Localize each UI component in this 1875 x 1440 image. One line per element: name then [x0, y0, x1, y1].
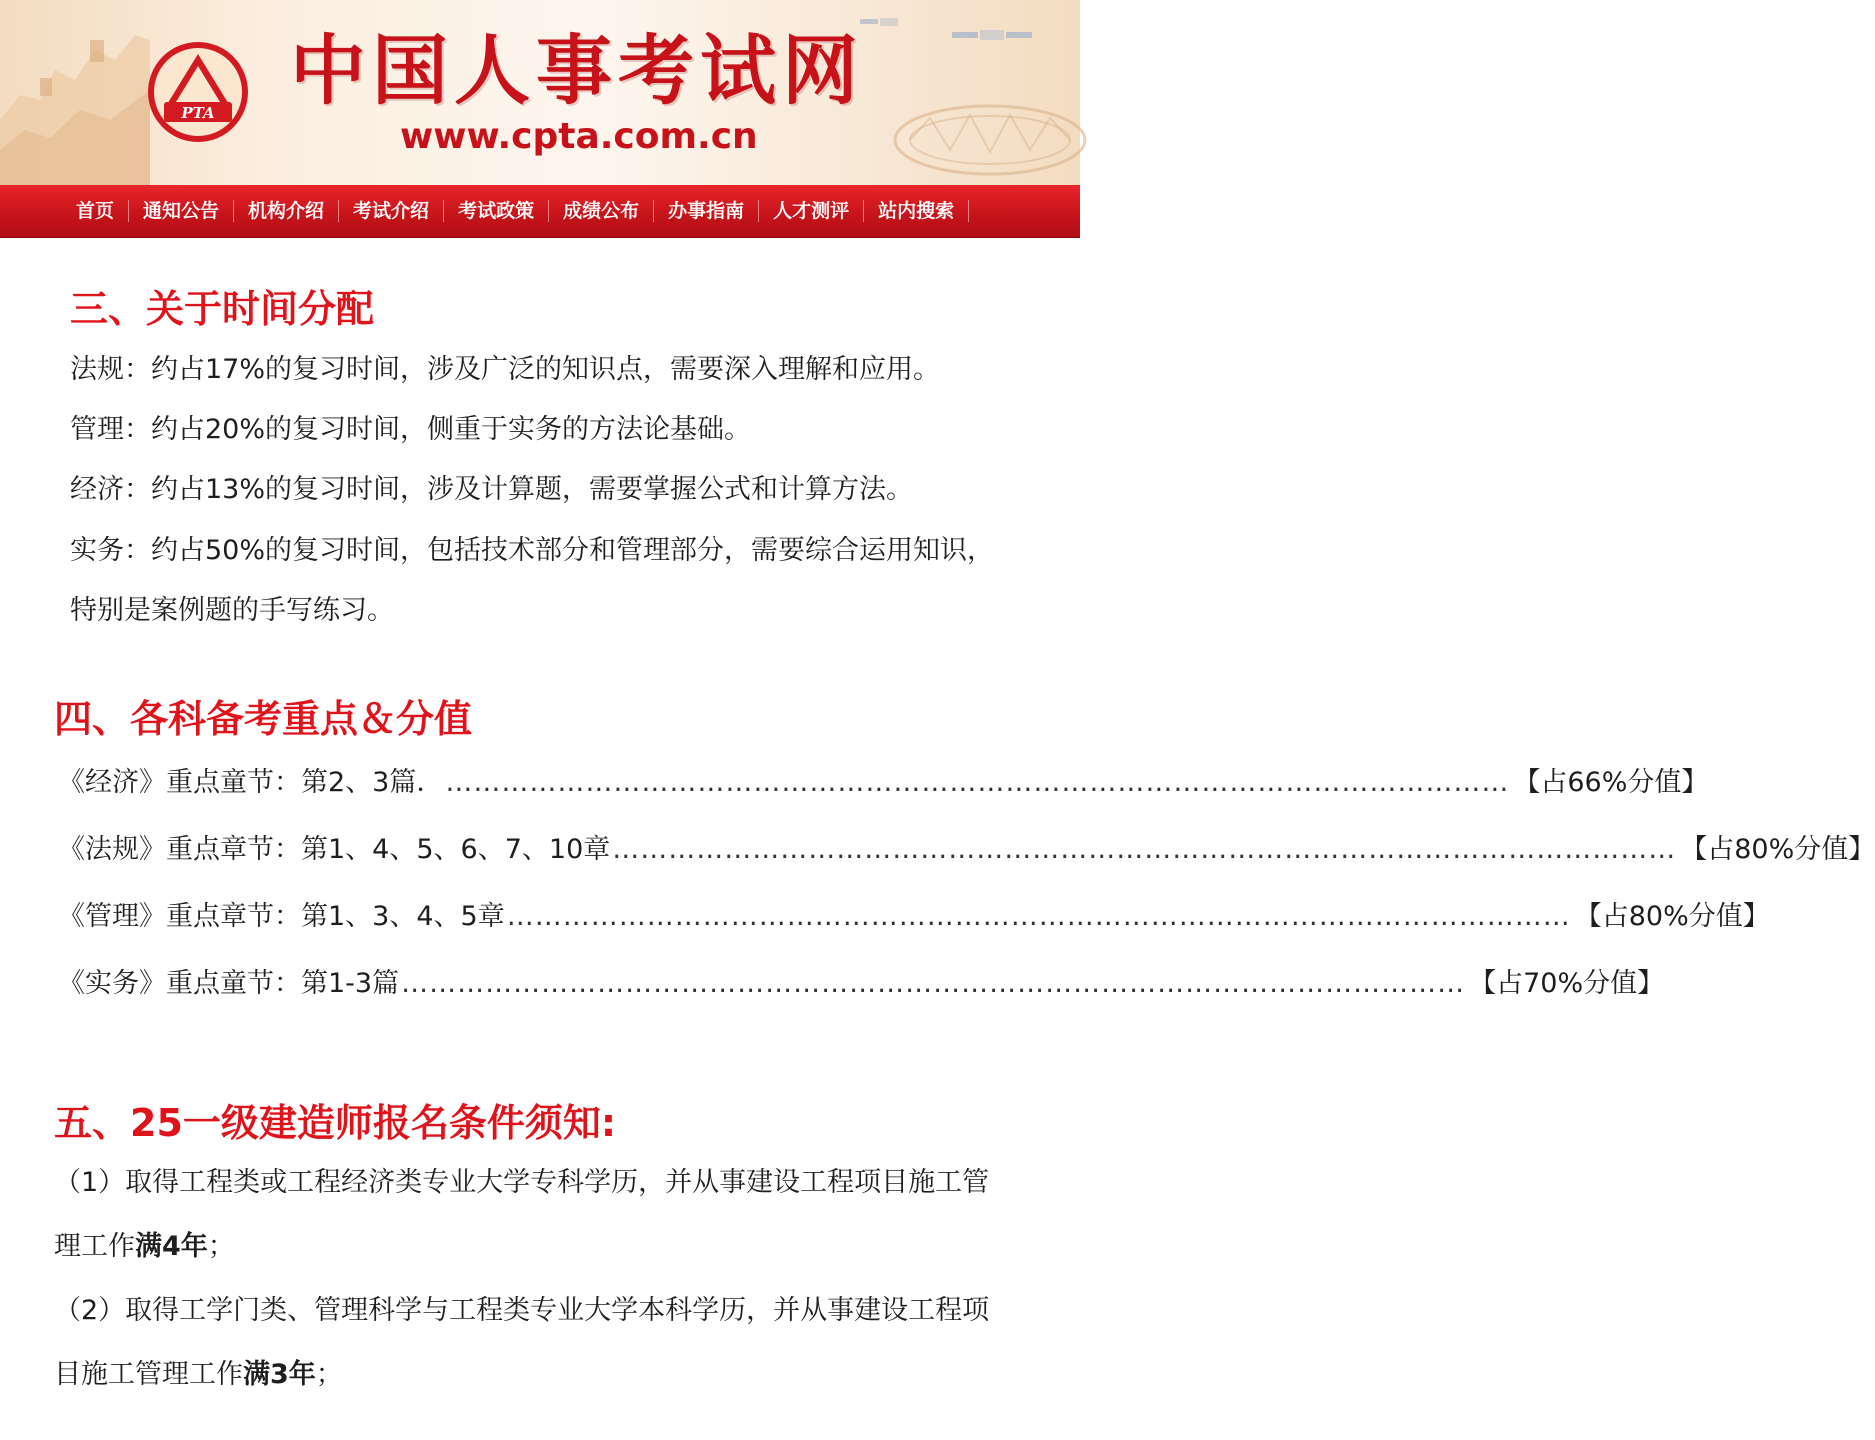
nav-item-home[interactable]: 首页: [62, 200, 129, 222]
section3-line-regulations: 法规：约占17%的复习时间，涉及广泛的知识点，需要深入理解和应用。: [70, 354, 941, 385]
focus-row: [58, 765, 1709, 801]
condition-2-end: ；: [315, 1359, 343, 1390]
leader-dots: ……………………………………………………………………………………………………: [506, 901, 1571, 932]
focus-row: [58, 966, 1665, 1002]
nav-item-notices[interactable]: 通知公告: [129, 200, 234, 222]
condition-1-line1: （1）取得工程类或工程经济类专业大学专科学历，并从事建设工程项目施工管: [54, 1167, 990, 1198]
site-url[interactable]: www.cpta.com.cn: [400, 116, 758, 157]
section3-line-economics: 经济：约占13%的复习时间，涉及计算题，需要掌握公式和计算方法。: [70, 474, 914, 505]
section5-title: 五、25一级建造师报名条件须知:: [54, 1101, 617, 1145]
section4-title: 四、各科备考重点＆分值: [54, 697, 473, 741]
great-wall-decoration: [0, 0, 150, 185]
nav-list: [62, 185, 969, 237]
focus-row-label: 《管理》重点章节：第1、3、4、5章: [58, 901, 505, 932]
condition-1-text: 理工作: [54, 1231, 135, 1262]
focus-row: [58, 899, 1770, 935]
focus-row-value: 【占80%分值】: [1574, 901, 1770, 932]
section3-line-practice: 实务：约占50%的复习时间，包括技术部分和管理部分，需要综合运用知识，: [70, 535, 995, 566]
focus-row-label: 《经济》重点童节：第2、3篇．: [58, 767, 444, 798]
site-banner: [0, 0, 1080, 185]
condition-2-line1: （2）取得工学门类、管理科学与工程类专业大学本科学历，并从事建设工程项: [54, 1295, 990, 1326]
nav-item-about[interactable]: 机构介绍: [234, 200, 339, 222]
nav-item-assessment[interactable]: 人才测评: [759, 200, 864, 222]
leader-dots: ……………………………………………………………………………………………………: [612, 834, 1677, 865]
section3-line-practice-cont: 特别是案例题的手写练习。: [70, 595, 394, 626]
condition-1-line2: [54, 1229, 235, 1265]
condition-1-end: ；: [207, 1231, 235, 1262]
focus-row-label: 《实务》重点童节：第1-3篇: [58, 968, 400, 999]
leader-dots: ……………………………………………………………………………………………………: [445, 767, 1510, 798]
focus-row: [58, 832, 1875, 868]
condition-2-line2: [54, 1357, 343, 1393]
nav-item-guide[interactable]: 办事指南: [654, 200, 759, 222]
nav-item-exams[interactable]: 考试介绍: [339, 200, 444, 222]
condition-2-years: 满3年: [243, 1359, 316, 1390]
condition-2-text: 目施工管理工作: [54, 1359, 243, 1390]
focus-row-label: 《法规》重点章节：第1、4、5、6、7、10章: [58, 834, 611, 865]
leader-dots: ……………………………………………………………………………………………………: [401, 968, 1466, 999]
nav-item-search[interactable]: 站内搜索: [864, 200, 969, 222]
focus-row-value: 【占66%分值】: [1513, 767, 1709, 798]
logo-text: PTA: [181, 104, 215, 122]
nav-item-scores[interactable]: 成绩公布: [549, 200, 654, 222]
section3-line-management: 管理：约占20%的复习时间，侧重于实务的方法论基础。: [70, 414, 752, 445]
condition-1-years: 满4年: [135, 1231, 208, 1262]
site-title: 中国人事考试网: [290, 26, 864, 115]
nav-item-policy[interactable]: 考试政策: [444, 200, 549, 222]
section3-title: 三、关于时间分配: [70, 287, 375, 331]
nav-bar: [0, 185, 1080, 238]
focus-row-value: 【占80%分值】: [1680, 834, 1875, 865]
focus-row-value: 【占70%分值】: [1469, 968, 1665, 999]
pta-logo: [146, 40, 250, 144]
